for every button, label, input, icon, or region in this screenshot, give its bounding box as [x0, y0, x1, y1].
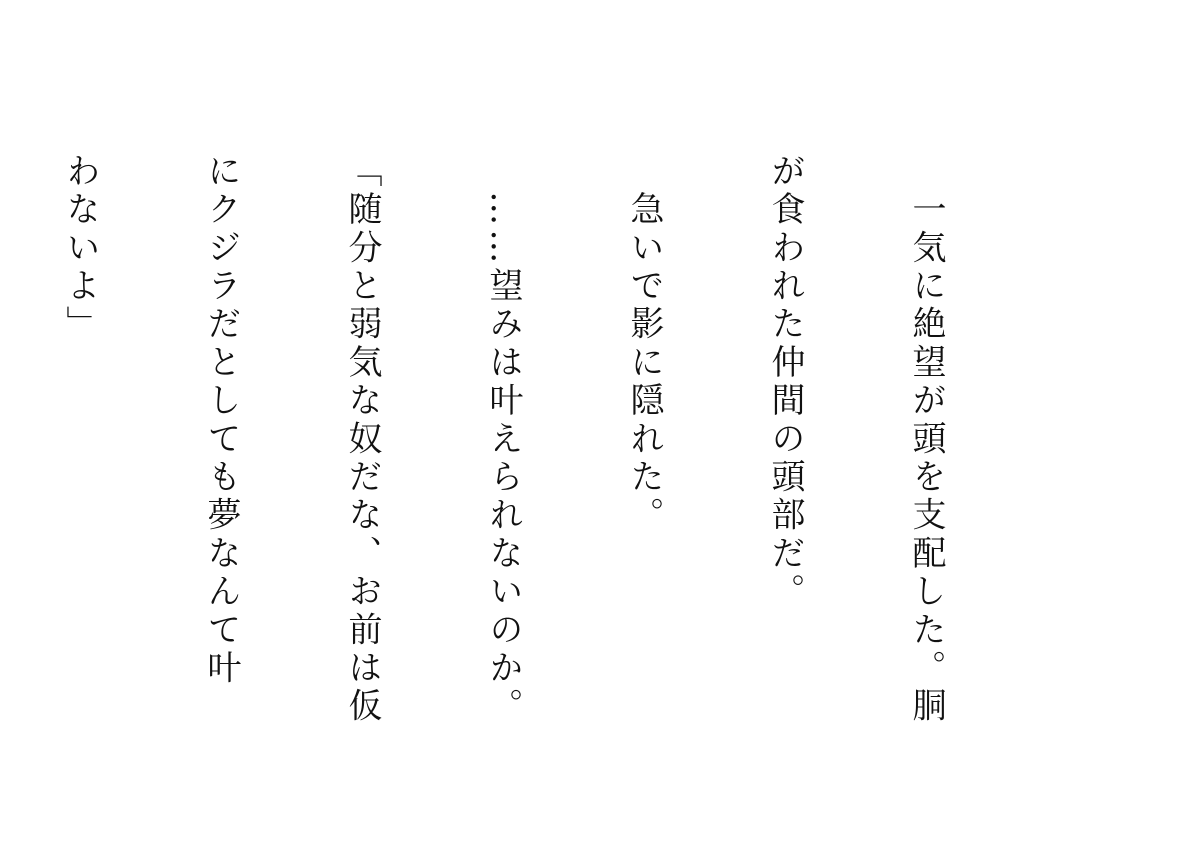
text-line: が食われた仲間の頭部だ。 [765, 153, 805, 612]
text-line: 一気に絶望が頭を支配した。胴 [906, 153, 946, 726]
text-line: 急いで影に隠れた。 [624, 153, 664, 535]
text-line: 「随分と弱気な奴だな、お前は仮 [342, 153, 382, 726]
text-line: わないよ」 [60, 153, 100, 344]
vertical-text-body [0, 153, 1043, 753]
text-line: にクジラだとしても夢なんて叶 [201, 153, 241, 688]
text-line: ……望みは叶えられないのか。 [483, 153, 523, 726]
